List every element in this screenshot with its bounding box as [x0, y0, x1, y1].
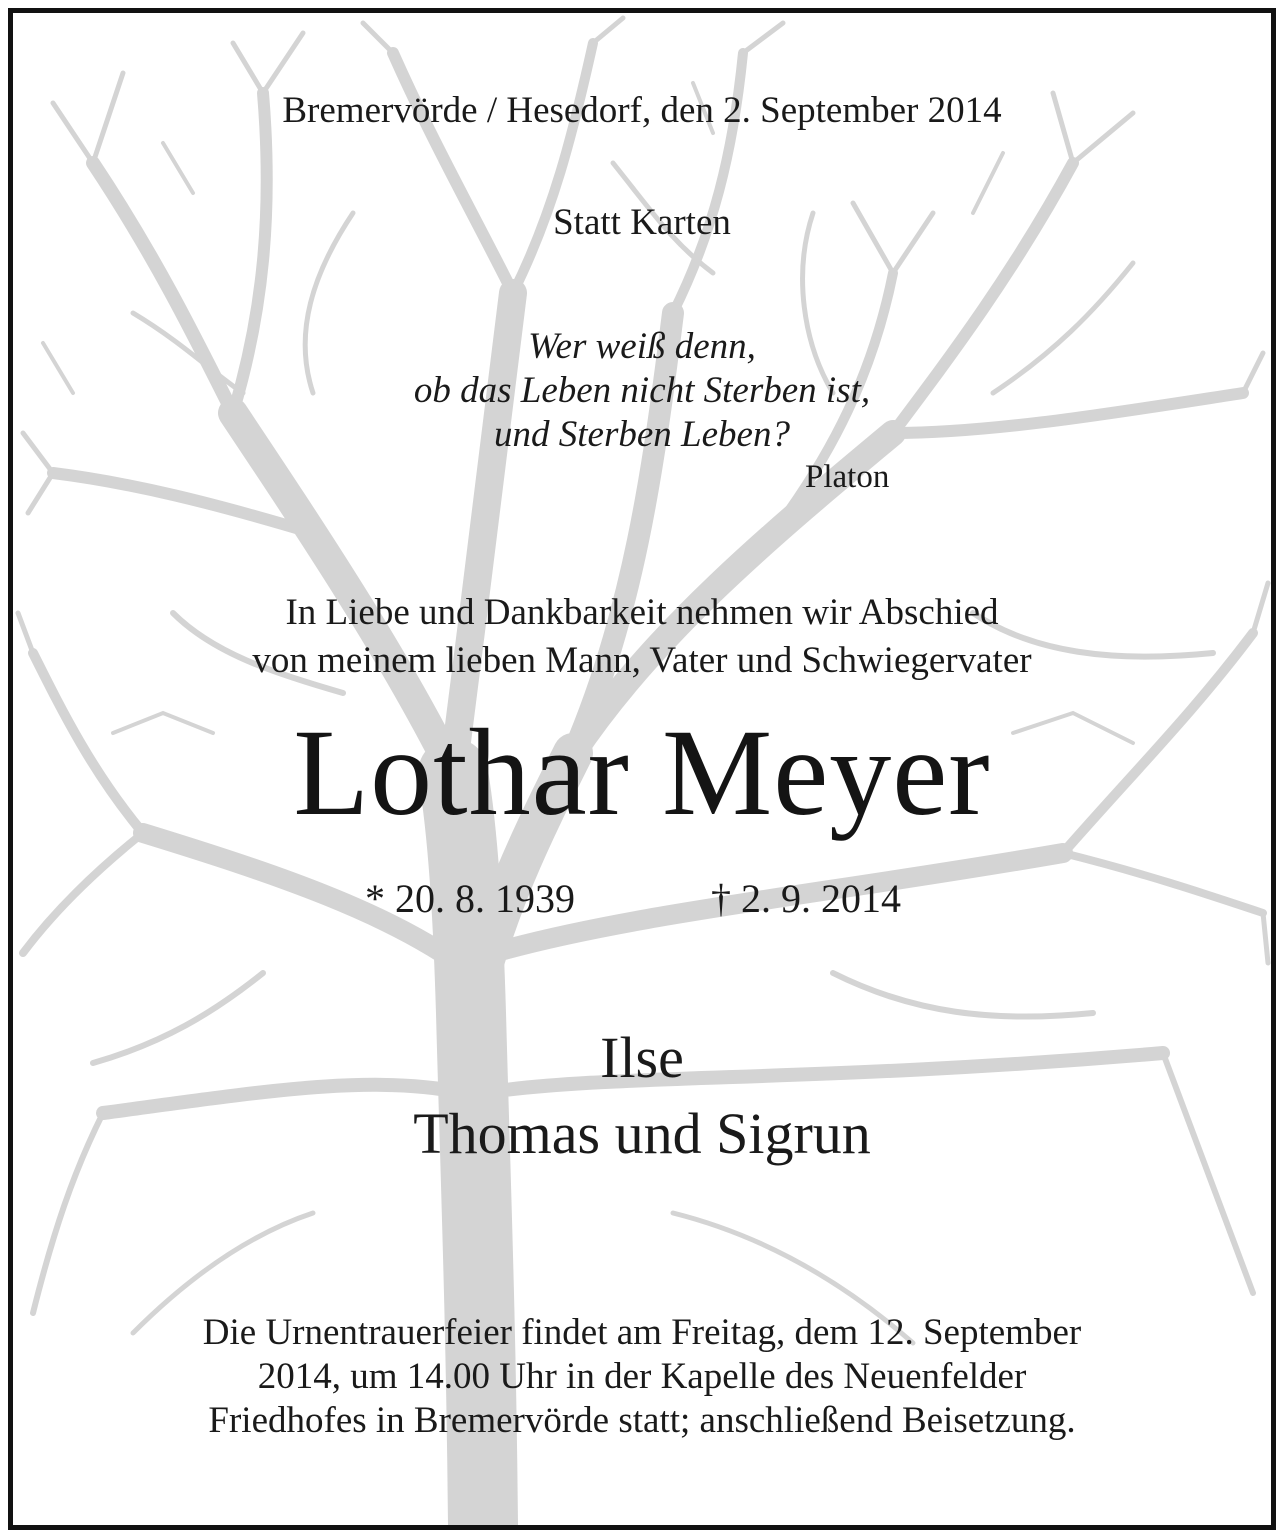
quote-line-3: und Sterben Leben?: [494, 414, 790, 455]
quote-author: Platon: [805, 459, 890, 495]
place-and-date: Bremervörde / Hesedorf, den 2. September 2014: [282, 90, 1002, 131]
obituary-notice: [8, 8, 1276, 1530]
quote-line-2: ob das Leben nicht Sterben ist,: [413, 370, 871, 411]
statt-karten-label: Statt Karten: [553, 202, 731, 243]
quote-line-1: Wer weiß denn,: [528, 326, 756, 367]
family-line-2: Thomas und Sigrun: [413, 1101, 871, 1166]
funeral-line-1: Die Urnentrauerfeier findet am Freitag, dem 12. September: [202, 1312, 1082, 1353]
funeral-line-3: Friedhofes in Bremervörde statt; anschließend Beisetzung.: [208, 1400, 1076, 1441]
funeral-line-2: 2014, um 14.00 Uhr in der Kapelle des Neuenfelder: [257, 1356, 1027, 1397]
deceased-name: Lothar Meyer: [293, 704, 991, 841]
death-date: † 2. 9. 2014: [711, 876, 901, 921]
intro-line-2: von meinem lieben Mann, Vater und Schwiegervater: [252, 640, 1032, 681]
intro-line-1: In Liebe und Dankbarkeit nehmen wir Abschied: [285, 592, 999, 633]
family-line-1: Ilse: [600, 1025, 684, 1090]
birth-date: * 20. 8. 1939: [365, 876, 575, 921]
